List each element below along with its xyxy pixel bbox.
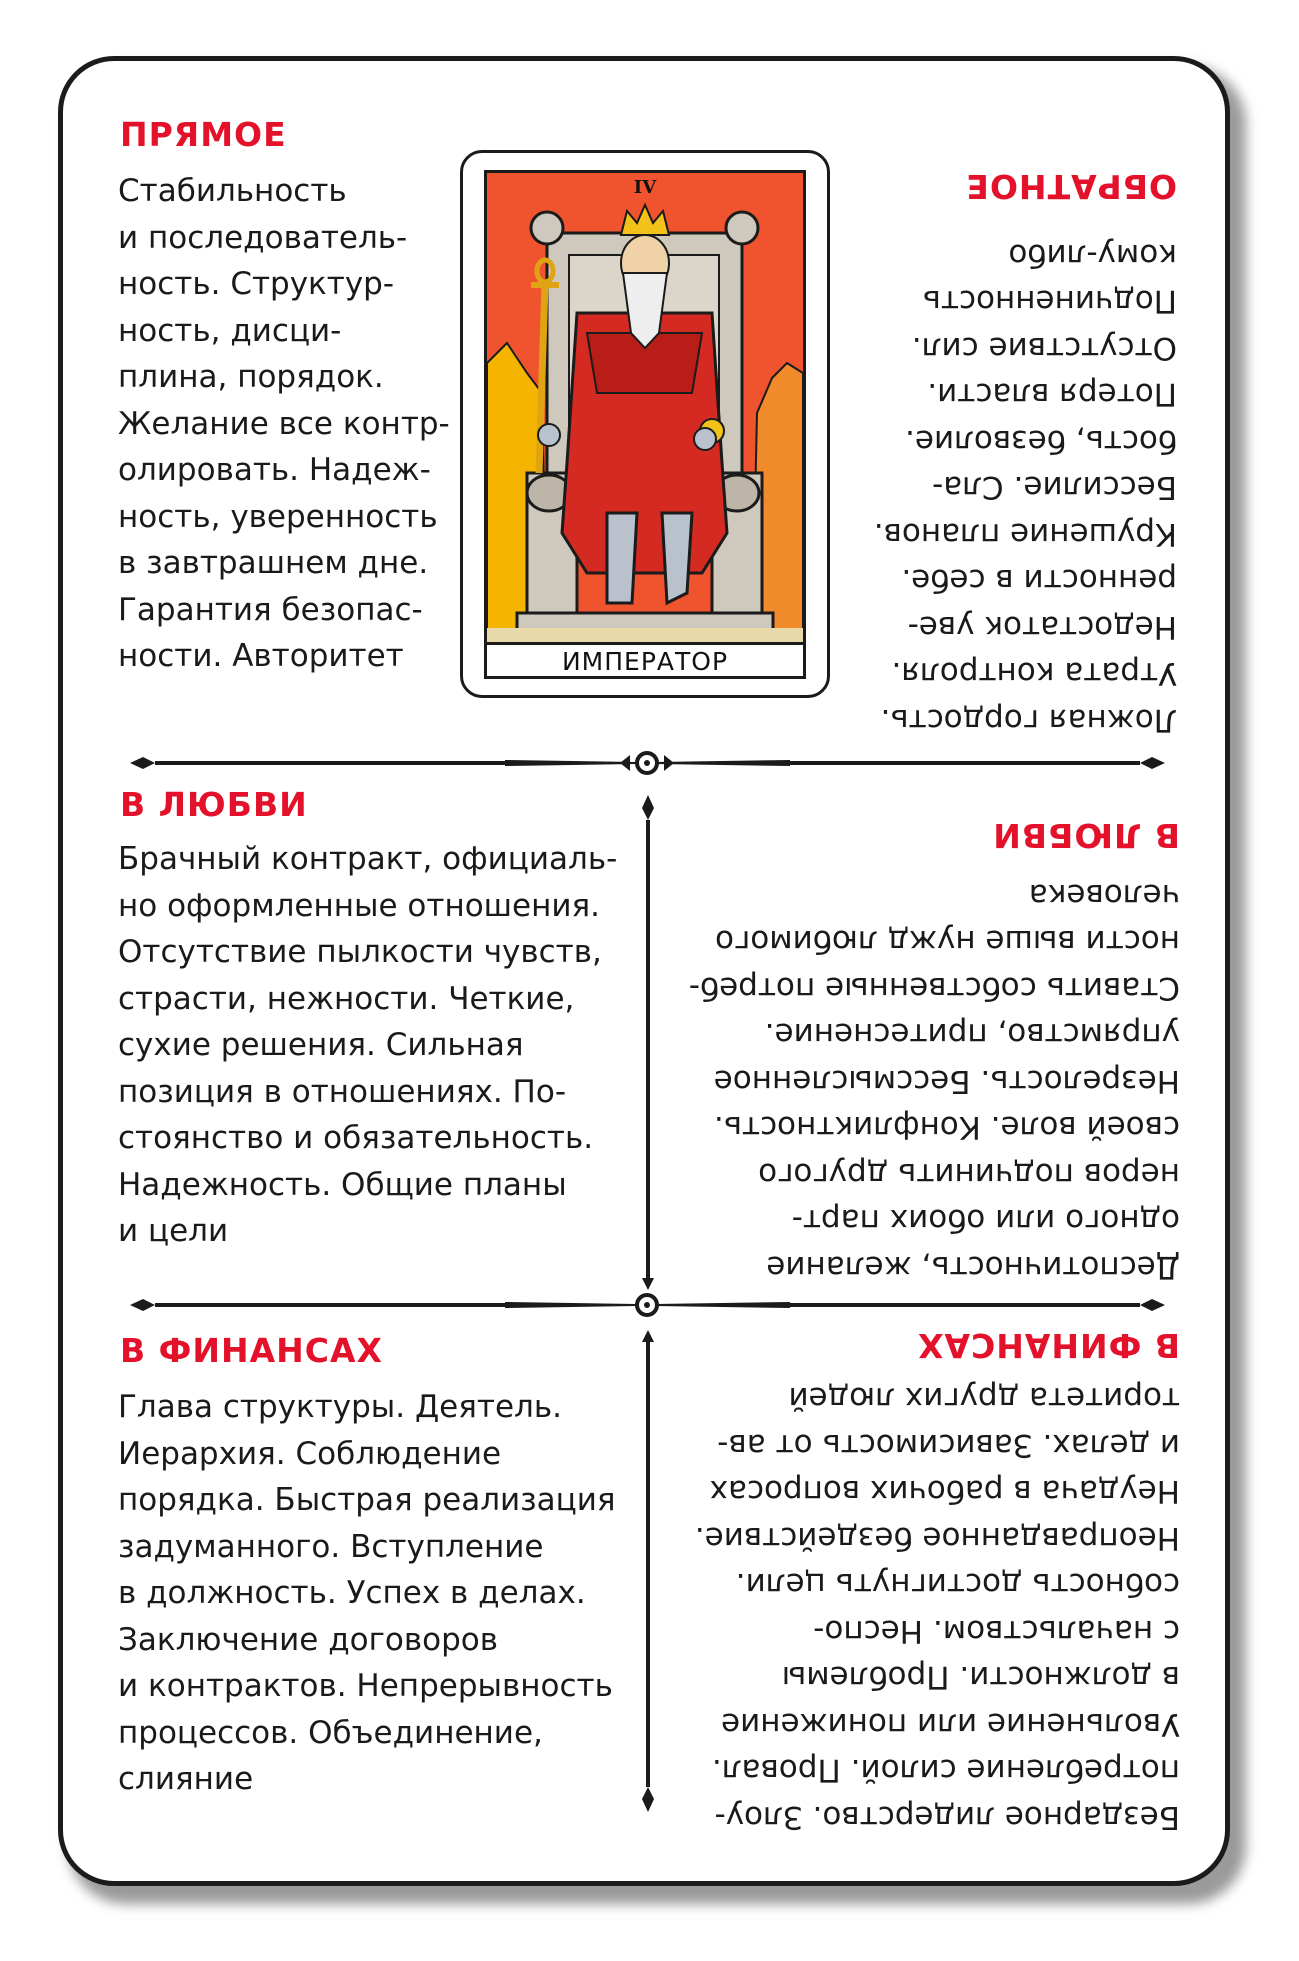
ornamental-divider-middle	[125, 1287, 1170, 1323]
finance-upright-text	[118, 1384, 616, 1803]
text-line: с начальством. Неспо-	[813, 1613, 1180, 1649]
text-line: и последователь-	[118, 219, 408, 256]
text-line: торитета других людей	[788, 1380, 1180, 1417]
text-line: Неоправданное бездействие.	[694, 1520, 1180, 1556]
reversed-block	[870, 168, 1180, 743]
text-line: ности. Авторитет	[118, 638, 404, 674]
emperor-illustration-icon	[487, 173, 803, 642]
text-line: порядка. Быстрая реализация	[118, 1482, 616, 1518]
text-line: Гарантия безопас-	[118, 591, 423, 628]
text-line: Неудача в рабочих вопросах	[709, 1473, 1180, 1510]
text-line: Отсутствие сил.	[911, 330, 1177, 366]
text-line: ность, уверенность	[118, 498, 438, 535]
text-line: позиция в отношениях. По-	[118, 1073, 567, 1110]
finance-reversed-block	[690, 1326, 1180, 1840]
text-line: собность достигнуть цели.	[735, 1566, 1180, 1603]
text-line: неров подчинить другого	[758, 1156, 1180, 1192]
text-line: страсти, нежности. Четкие,	[118, 980, 575, 1017]
finance-reversed-heading: В ФИНАНСАХ	[917, 1326, 1180, 1365]
text-line: Глава структуры. Деятель.	[118, 1389, 562, 1425]
text-line: Утрата контроля.	[891, 655, 1177, 692]
text-line: в должность. Успех в делах.	[118, 1575, 586, 1611]
card-name: ИМПЕРАТОР	[484, 645, 806, 679]
text-line: плина, порядок.	[118, 359, 384, 395]
text-line: олировать. Надеж-	[118, 452, 431, 488]
text-line: и цели	[118, 1213, 229, 1249]
text-line: человека	[1028, 877, 1180, 913]
text-line: Отсутствие пылкости чувств,	[118, 934, 602, 970]
text-line: ность, дисци-	[118, 312, 342, 349]
text-line: в завтрашнем дне.	[118, 545, 429, 581]
card-numeral: IV	[633, 177, 657, 198]
text-line: Желание все контр-	[118, 405, 450, 442]
text-line: кому-либо	[1008, 237, 1177, 273]
love-reversed-text	[689, 872, 1180, 1291]
text-line: сухие решения. Сильная	[118, 1027, 524, 1063]
emperor-card-illustration	[484, 170, 806, 645]
ornamental-divider-top	[125, 745, 1170, 781]
text-line: одного или обоих парт-	[791, 1202, 1180, 1239]
text-line: но оформленные отношения.	[118, 887, 601, 924]
text-line: процессов. Объединение,	[118, 1714, 543, 1751]
text-line: Иерархия. Соблюдение	[118, 1435, 502, 1472]
text-line: и делах. Зависимость от ав-	[717, 1427, 1180, 1463]
text-line: и контрактов. Непрерывность	[118, 1668, 613, 1704]
text-line: задуманного. Вступление	[118, 1528, 544, 1565]
upright-text	[118, 168, 450, 680]
text-line: ренности в себе.	[901, 562, 1177, 599]
text-line: своей воле. Конфликтность.	[713, 1109, 1180, 1146]
text-line: бость, безволие.	[905, 423, 1177, 459]
text-line: в должности. Проблемы	[781, 1659, 1180, 1696]
reversed-heading: ОБРАТНОЕ	[965, 167, 1177, 206]
ornamental-divider-vertical-lower	[630, 1322, 666, 1822]
text-line: потребление силой. Провал.	[711, 1752, 1180, 1789]
text-line: Брачный контракт, официаль-	[118, 841, 618, 877]
text-line: Крушение планов.	[873, 516, 1177, 552]
text-line: слияние	[118, 1761, 254, 1797]
text-line: ность. Структур-	[118, 266, 395, 302]
text-line: Увольнение или понижение	[721, 1706, 1180, 1742]
text-line: стоянство и обязательность.	[118, 1120, 594, 1156]
text-line: Недостаток уве-	[907, 609, 1177, 645]
text-line: Подчиненность	[922, 283, 1177, 320]
text-line: упрямство, притеснение.	[764, 1016, 1180, 1053]
finance-reversed-text	[695, 1375, 1180, 1840]
text-line: Надежность. Общие планы	[118, 1166, 567, 1203]
text-line: Ставить собственные потреб-	[688, 970, 1180, 1006]
finance-upright-heading: В ФИНАНСАХ	[120, 1331, 383, 1370]
ornamental-divider-vertical-upper	[630, 790, 666, 1310]
reversed-text	[874, 232, 1177, 744]
text-line: Заключение договоров	[118, 1621, 499, 1658]
text-line: ности выше нужд любимого	[715, 923, 1180, 960]
love-upright-heading: В ЛЮБВИ	[120, 785, 308, 824]
love-reversed-block	[688, 816, 1180, 1290]
text-line: Бездарное лидерство. Злоу-	[714, 1799, 1180, 1835]
text-line: Потеря власти.	[927, 376, 1177, 413]
text-line: Деспотичность, желание	[766, 1249, 1180, 1285]
text-line: Ложная гордость.	[880, 702, 1177, 738]
text-line: Стабильность	[118, 173, 347, 209]
text-line: Незрелость. Бессмысленное	[713, 1063, 1180, 1099]
love-upright-text	[118, 836, 617, 1255]
upright-heading: ПРЯМОЕ	[120, 115, 287, 154]
text-line: Бессилие. Сла-	[932, 469, 1177, 506]
love-reversed-heading: В ЛЮБВИ	[992, 816, 1180, 855]
